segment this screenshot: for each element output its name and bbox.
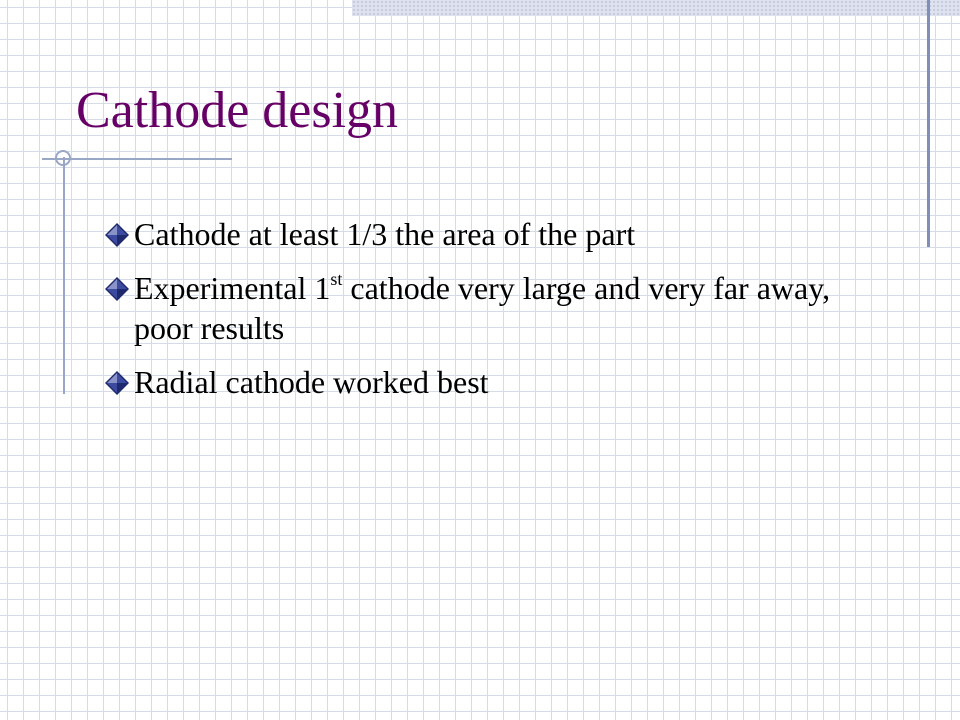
diamond-bullet-icon [104, 268, 134, 308]
diamond-bullet-icon [104, 362, 134, 402]
bullet-item [104, 362, 864, 402]
bullet-text: Cathode at least 1/3 the area of the part [134, 216, 636, 252]
left-accent-line [63, 157, 65, 394]
slide-title: Cathode design [76, 82, 399, 139]
bullet-text: Radial cathode worked best [134, 364, 489, 400]
right-accent-line [927, 0, 930, 247]
bullet-text-part: Experimental 1 [134, 270, 331, 306]
bullet-item [104, 214, 864, 254]
crosshair-circle-icon [55, 150, 71, 166]
bullet-item [104, 268, 864, 348]
bullet-text [134, 268, 864, 348]
superscript-ordinal: st [330, 269, 343, 290]
top-decorative-band [352, 0, 960, 16]
bullet-text-part: cathode very large and very far away, poor results [134, 270, 831, 346]
bullet-list [104, 214, 864, 416]
diamond-bullet-icon [104, 214, 134, 254]
